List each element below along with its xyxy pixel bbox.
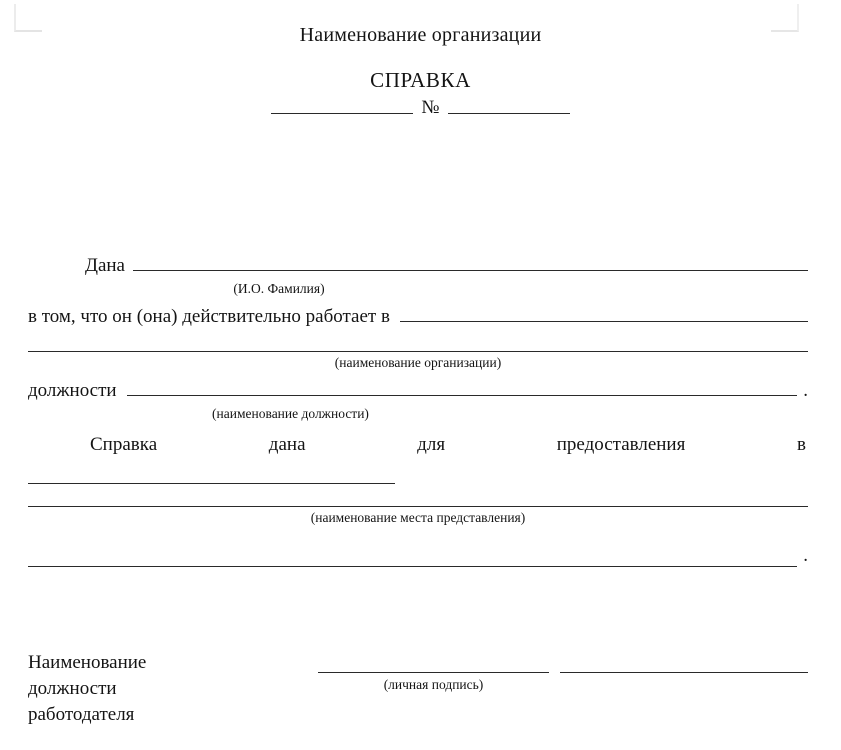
document-header [0,22,841,118]
organization-name: Наименование организации [299,24,542,46]
position-caption: (наименование должности) [212,406,369,421]
employer-position-block [28,650,318,728]
signature-block [318,650,808,694]
works-at-label: в том, что он (она) действительно работает в [28,306,390,327]
position-row [28,378,808,403]
place-caption: (наименование места представления) [310,510,526,525]
personal-signature-caption: (личная подпись) [383,677,484,692]
given-to-field[interactable] [133,253,808,271]
place-field-line-2[interactable] [28,506,808,507]
personal-signature-field[interactable] [318,672,549,673]
purpose-word-dana: дана [268,434,306,455]
works-at-row [28,304,808,329]
signature-rules-row [318,672,808,673]
position-period: . [803,380,808,401]
number-sign-label: № [421,97,440,118]
organization-name-caption: (наименование организации) [334,355,502,370]
given-to-row [28,253,808,278]
document-number-rule[interactable] [448,113,570,114]
purpose-word-spravka: Справка [90,434,158,455]
purpose-word-predost: предоставления [556,434,686,455]
purpose-word-dlya: для [417,434,446,455]
place-field-line-3[interactable] [28,566,797,567]
purpose-word-v: в [797,434,806,455]
employer-position-line-1: Наименование [28,652,147,673]
position-field[interactable] [127,378,798,396]
signature-name-field[interactable] [560,672,808,673]
final-period: . [803,545,808,566]
document-number-row [0,98,841,118]
purpose-sentence-row [28,433,808,457]
document-footer [28,650,808,728]
given-to-caption: (И.О. Фамилия) [233,281,325,296]
organization-name-field[interactable] [28,351,808,352]
position-label: должности [28,380,117,401]
document-title: СПРАВКА [370,68,471,92]
document-date-rule[interactable] [271,113,413,114]
works-at-field[interactable] [400,304,808,322]
final-line-row [28,545,808,567]
given-to-label: Дана [85,255,125,276]
employer-position-line-3: работодателя [28,704,135,725]
employer-position-line-2: должности [28,678,117,699]
document-body [28,253,808,567]
